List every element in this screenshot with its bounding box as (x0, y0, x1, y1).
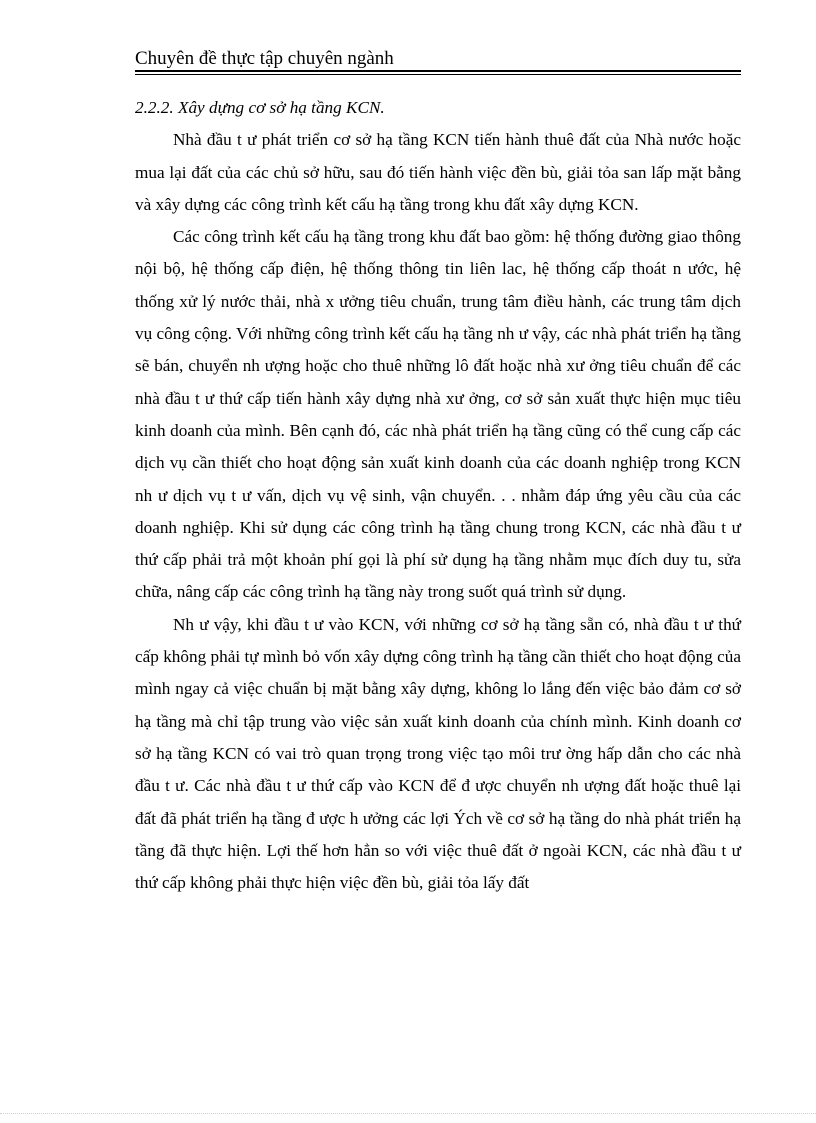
header-rule-thin (135, 74, 741, 75)
document-body (135, 92, 741, 899)
paragraph-1: Nhà đầu t ư phát triển cơ sở hạ tầng KCN tiến hành thuê đất của Nhà nước hoặc mua lại đất của các chủ sở hữu, sau đó tiến hành việc đền bù, giải tỏa san lấp mặt bằng và xây dựng các công trình kết cấu hạ tầng trong khu đất xây dựng KCN. (135, 130, 741, 214)
header-rule-thick (135, 70, 741, 72)
paragraph-2: Các công trình kết cấu hạ tầng trong khu đất bao gồm: hệ thống đường giao thông nội bộ, hệ thống cấp điện, hệ thống thông tin liên lac, hệ thống cấp thoát n ước, hệ thống xử lý nước thải, nhà x ưởng tiêu chuẩn, trung tâm điều hành, các trung tâm dịch vụ công cộng. Với những công trình kết cấu hạ tầng nh ư vậy, các nhà phát triển hạ tầng sẽ bán, chuyển nh ượng hoặc cho thuê những lô đất hoặc nhà xư ởng tiêu chuẩn để các nhà đầu t ư thứ cấp tiến hành xây dựng nhà xư ởng, cơ sở sản xuất thực hiện mục tiêu kinh doanh của mình. Bên cạnh đó, các nhà phát triển hạ tầng cũng có thể cung cấp các dịch vụ cần thiết cho hoạt động sản xuất kinh doanh của các doanh nghiệp trong KCN nh ư dịch vụ t ư vấn, dịch vụ vệ sinh, vận chuyển. . . nhằm đáp ứng yêu cầu của các doanh nghiệp. Khi sử dụng các công trình hạ tầng chung trong KCN, các nhà đầu t ư thứ cấp phải trả một khoản phí gọi là phí sử dụng hạ tầng nhằm mục đích duy tu, sửa chữa, nâng cấp các công trình hạ tầng này trong suốt quá trình sử dụng. (135, 227, 741, 602)
paragraph-3: Nh ư vậy, khi đầu t ư vào KCN, với những cơ sở hạ tầng sẵn có, nhà đầu t ư thứ cấp không phải tự mình bỏ vốn xây dựng công trình hạ tầng cần thiết cho hoạt động của mình ngay cả việc chuẩn bị mặt bằng xây dựng, không lo lắng đến việc bảo đảm cơ sở hạ tầng mà chỉ tập trung vào việc sản xuất kinh doanh của chính mình. Kinh doanh cơ sở hạ tầng KCN có vai trò quan trọng trong việc tạo môi trư ờng hấp dẫn cho các nhà đầu t ư. Các nhà đầu t ư thứ cấp vào KCN để đ ược chuyển nh ượng đất hoặc thuê lại đất đã phát triển hạ tầng đ ược h ưởng các lợi Ých về cơ sở hạ tầng do nhà phát triển hạ tầng đã thực hiện. Lợi thế hơn hẳn so với việc thuê đất ở ngoài KCN, các nhà đầu t ư thứ cấp không phải thực hiện việc đền bù, giải tỏa lấy đất (135, 614, 741, 893)
header-title: Chuyên đề thực tập chuyên ngành (135, 48, 394, 69)
page-header (135, 48, 741, 70)
section-heading: 2.2.2. Xây dựng cơ sở hạ tầng KCN. (135, 98, 385, 117)
page-bottom-border (0, 1113, 816, 1114)
